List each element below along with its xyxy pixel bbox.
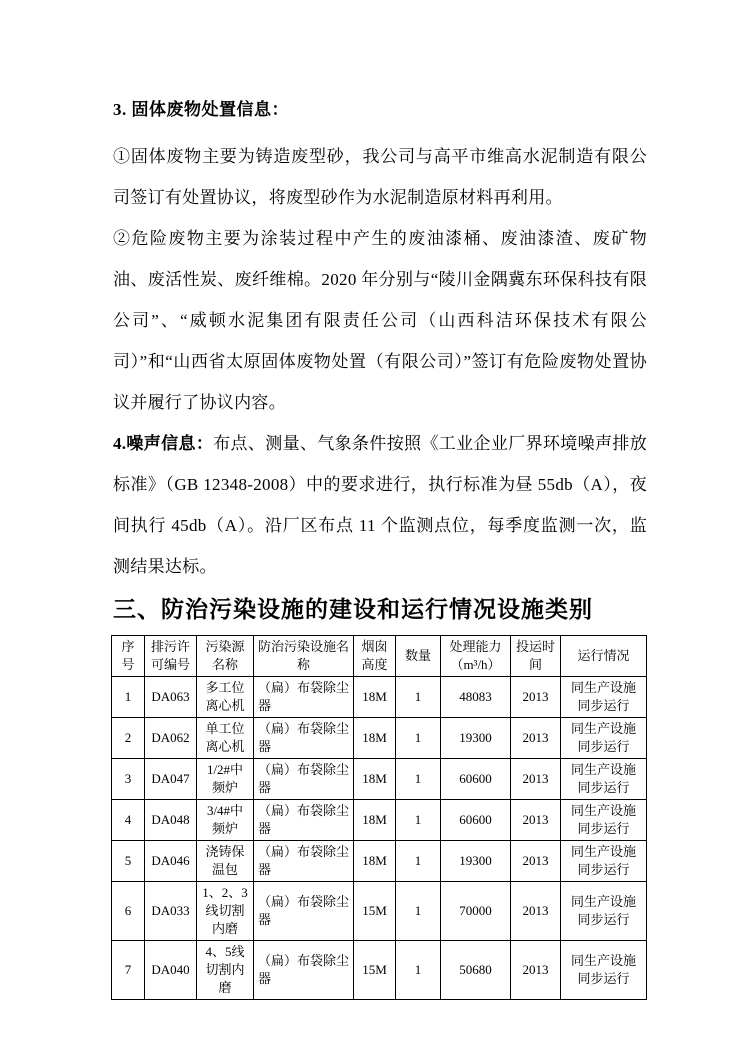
header-operation-status: 运行情况 [561,636,647,677]
table-cell: 多工位离心机 [197,677,254,718]
table-cell: 同生产设施同步运行 [561,882,647,941]
header-facility-name: 防治污染设施名称 [254,636,354,677]
table-cell: 7 [112,941,145,1000]
solid-waste-heading: 3. 固体废物处置信息： [113,100,289,119]
solid-waste-paragraph-1: ①固体废物主要为铸造废型砂，我公司与高平市维高水泥制造有限公司签订有处置协议，将废型砂作为水泥制造原材料再利用。 [113,147,647,207]
header-stack-height: 烟囱高度 [354,636,396,677]
table-cell: （扁）布袋除尘器 [254,800,354,841]
table-cell: 同生产设施同步运行 [561,718,647,759]
table-cell: （扁）布袋除尘器 [254,882,354,941]
table-cell: 2013 [511,718,561,759]
table-row [112,677,647,718]
table-cell: 60600 [441,800,511,841]
table-header-row [112,636,647,677]
table-cell: 1 [396,882,441,941]
table-cell: 2 [112,718,145,759]
table-cell: 1/2#中频炉 [197,759,254,800]
table-cell: 19300 [441,718,511,759]
table-cell: （扁）布袋除尘器 [254,718,354,759]
table-cell: 同生产设施同步运行 [561,841,647,882]
header-commission-date: 投运时间 [511,636,561,677]
table-cell: 2013 [511,882,561,941]
noise-info-text: 布点、测量、气象条件按照《工业企业厂界环境噪声排放标准》（GB 12348-2008）中的要求进行，执行标准为昼 55db（A），夜间执行 45db（A）。沿厂区布点 11 个监测点位，每季度监测一次，监测结果达标。 [113,434,647,576]
table-cell: 同生产设施同步运行 [561,941,647,1000]
table-cell: 3 [112,759,145,800]
table-cell: 18M [354,841,396,882]
table-cell: 18M [354,677,396,718]
table-row [112,941,647,1000]
table-row [112,800,647,841]
table-cell: DA046 [145,841,197,882]
table-row [112,882,647,941]
header-permit-number: 排污许可编号 [145,636,197,677]
table-cell: 6 [112,882,145,941]
table-cell: 1 [396,677,441,718]
table-cell: 单工位离心机 [197,718,254,759]
table-cell: 2013 [511,759,561,800]
pollution-facilities-table [111,635,647,1000]
header-pollution-source: 污染源名称 [197,636,254,677]
header-capacity: 处理能力（m³/h） [441,636,511,677]
table-cell: 4、5线切割内磨 [197,941,254,1000]
table-cell: 60600 [441,759,511,800]
hazardous-waste-paragraph: ②危险废物主要为涂装过程中产生的废油漆桶、废油漆渣、废矿物油、废活性炭、废纤维棉。2020 年分别与“陵川金隅冀东环保科技有限公司”、“威顿水泥集团有限责任公司（山西科洁环保技术有限公司）”和“山西省太原固体废物处置（有限公司）”签订有危险废物处置协议并履行了协议内容。 [113,229,647,412]
table-cell: （扁）布袋除尘器 [254,941,354,1000]
table-cell: 1 [396,800,441,841]
table-cell: 19300 [441,841,511,882]
table-cell: 50680 [441,941,511,1000]
table-cell: 2013 [511,800,561,841]
table-cell: 15M [354,882,396,941]
pollution-facilities-section-heading: 三、防治污染设施的建设和运行情况设施类别 [113,597,593,622]
table-cell: 4 [112,800,145,841]
table-cell: 1 [396,759,441,800]
table-cell: 1 [396,718,441,759]
table-cell: DA040 [145,941,197,1000]
table-row [112,841,647,882]
table-cell: 15M [354,941,396,1000]
table-cell: 1 [112,677,145,718]
header-quantity: 数量 [396,636,441,677]
table-cell: （扁）布袋除尘器 [254,677,354,718]
noise-info-label: 4.噪声信息： [113,434,214,453]
table-cell: 18M [354,759,396,800]
table-cell: DA048 [145,800,197,841]
table-cell: 3/4#中频炉 [197,800,254,841]
table-cell: 1、2、3线切割内磨 [197,882,254,941]
table-cell: DA033 [145,882,197,941]
table-cell: 1 [396,841,441,882]
table-cell: 2013 [511,841,561,882]
table-cell: （扁）布袋除尘器 [254,841,354,882]
header-serial-number: 序号 [112,636,145,677]
table-row [112,718,647,759]
table-cell: 5 [112,841,145,882]
noise-info-paragraph [113,423,647,587]
table-cell: 18M [354,718,396,759]
table-cell: DA047 [145,759,197,800]
table-cell: 18M [354,800,396,841]
table-header [112,636,647,677]
table-cell: 同生产设施同步运行 [561,677,647,718]
table-body [112,677,647,1000]
table-cell: 2013 [511,677,561,718]
table-cell: 同生产设施同步运行 [561,759,647,800]
table-cell: 48083 [441,677,511,718]
table-cell: 浇铸保温包 [197,841,254,882]
table-cell: 70000 [441,882,511,941]
table-cell: 同生产设施同步运行 [561,800,647,841]
table-cell: 2013 [511,941,561,1000]
table-cell: 1 [396,941,441,1000]
table-row [112,759,647,800]
table-cell: （扁）布袋除尘器 [254,759,354,800]
table-cell: DA063 [145,677,197,718]
table-cell: DA062 [145,718,197,759]
